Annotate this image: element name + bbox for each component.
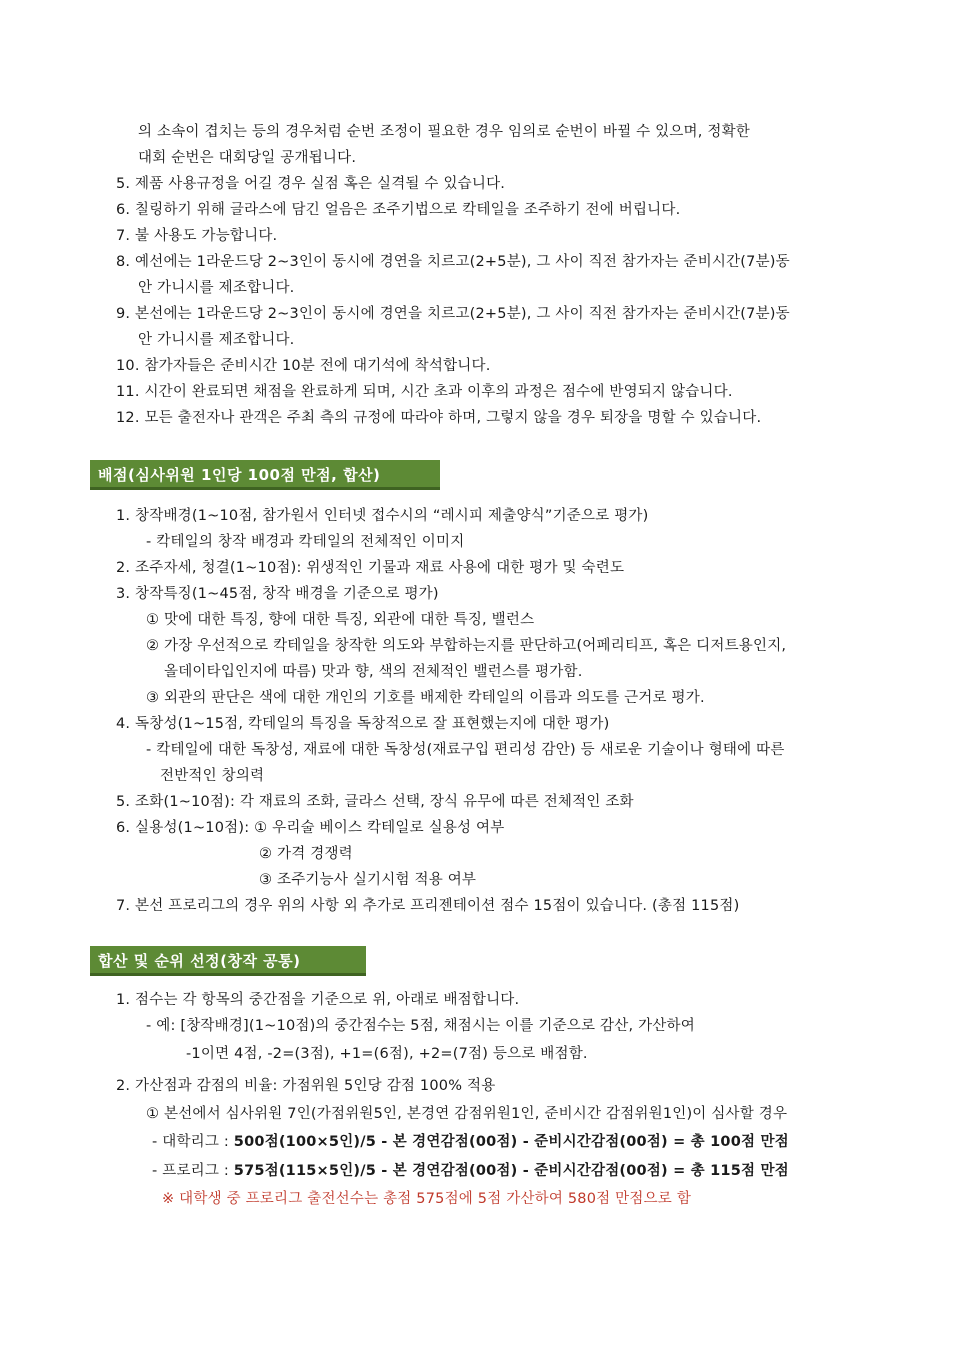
- section-header-scoring: 배점(심사위원 1인당 100점 만점, 합산): [90, 460, 440, 490]
- scoring-item-3-b: ② 가장 우선적으로 칵테일을 창작한 의도와 부합하는지를 판단하고(어페리티프, 혹은 디저트용인지,: [146, 638, 787, 654]
- scoring-item-3-b-cont: 올데이타입인지에 따름) 맛과 향, 색의 전체적인 밸런스를 평가함.: [164, 664, 583, 680]
- list-item-5: 5. 제품 사용규정을 어길 경우 실점 혹은 실격될 수 있습니다.: [116, 176, 506, 192]
- pro-league-label: - 프로리그 :: [152, 1163, 234, 1179]
- list-item-6: 6. 칠링하기 위해 글라스에 담긴 얼음은 조주기법으로 칵테일을 조주하기 전에 버립니다.: [116, 202, 681, 218]
- ranking-item-1-example-cont: -1이면 4점, -2=(3점), +1=(6점), +2=(7점) 등으로 배점함.: [186, 1046, 588, 1062]
- list-item-9: 9. 본선에는 1라운드당 2~3인이 동시에 경연을 치르고(2+5분), 그 사이 직전 참가자는 준비시간(7분)동: [116, 306, 790, 322]
- ranking-item-1-example: - 예: [창작배경](1~10점)의 중간점수는 5점, 채점시는 이를 기준으로 감산, 가산하여: [146, 1018, 695, 1034]
- scoring-item-3: 3. 창작특징(1~45점, 창작 배경을 기준으로 평가): [116, 586, 439, 602]
- scoring-item-5: 5. 조화(1~10점): 각 재료의 조화, 글라스 선택, 장식 유무에 따른 전체적인 조화: [116, 794, 634, 810]
- ranking-item-2: 2. 가산점과 감점의 비율: 가점위원 5인당 감점 100% 적용: [116, 1078, 496, 1094]
- university-league-formula: 500점(100×5인)/5 - 본 경연감점(00점) - 준비시간감점(00점) = 총 100점 만점: [233, 1134, 789, 1150]
- scoring-item-6-c: ③ 조주기능사 실기시험 적용 여부: [259, 872, 477, 888]
- list-item-12: 12. 모든 출전자나 관객은 주최 측의 규정에 따라야 하며, 그렇지 않을 경우 퇴장을 명할 수 있습니다.: [116, 410, 762, 426]
- university-league-line: [152, 1132, 789, 1152]
- list-item-11: 11. 시간이 완료되면 채점을 완료하게 되며, 시간 초과 이후의 과정은 점수에 반영되지 않습니다.: [116, 384, 733, 400]
- university-league-label: - 대학리그 :: [152, 1134, 234, 1150]
- scoring-item-1: 1. 창작배경(1~10점, 참가원서 인터넷 접수시의 “레시피 제출양식”기준으로 평가): [116, 508, 649, 524]
- list-item-continuation: 대회 순번은 대회당일 공개됩니다.: [138, 150, 357, 166]
- scoring-item-1-sub: - 칵테일의 창작 배경과 칵테일의 전체적인 이미지: [146, 534, 465, 550]
- list-item-8: 8. 예선에는 1라운드당 2~3인이 동시에 경연을 치르고(2+5분), 그 사이 직전 참가자는 준비시간(7분)동: [116, 254, 790, 270]
- ranking-item-1: 1. 점수는 각 항목의 중간점을 기준으로 위, 아래로 배점합니다.: [116, 992, 520, 1008]
- list-item-continuation: 의 소속이 겹치는 등의 경우처럼 순번 조정이 필요한 경우 임의로 순번이 바뀔 수 있으며, 정확한: [138, 124, 750, 140]
- list-item-8-cont: 안 가니시를 제조합니다.: [138, 280, 295, 296]
- list-item-9-cont: 안 가니시를 제조합니다.: [138, 332, 295, 348]
- list-item-10: 10. 참가자들은 준비시간 10분 전에 대기석에 착석합니다.: [116, 358, 491, 374]
- scoring-item-3-c: ③ 외관의 판단은 색에 대한 개인의 기호를 배제한 칵테일의 이름과 의도를 근거로 평가.: [146, 690, 705, 706]
- section-header-ranking: 합산 및 순위 선정(창작 공통): [90, 946, 366, 976]
- pro-league-formula: 575점(115×5인)/5 - 본 경연감점(00점) - 준비시간감점(00점) = 총 115점 만점: [233, 1163, 789, 1179]
- note-text: ※ 대학생 중 프로리그 출전선수는 총점 575점에 5점 가산하여 580점 만점으로 함: [162, 1191, 692, 1207]
- scoring-item-4: 4. 독창성(1~15점, 칵테일의 특징을 독창적으로 잘 표현했는지에 대한 평가): [116, 716, 610, 732]
- scoring-item-6: 6. 실용성(1~10점): ① 우리술 베이스 칵테일로 실용성 여부: [116, 820, 505, 836]
- scoring-item-3-a: ① 맛에 대한 특징, 향에 대한 특징, 외관에 대한 특징, 밸런스: [146, 612, 535, 628]
- scoring-item-2: 2. 조주자세, 청결(1~10점): 위생적인 기물과 재료 사용에 대한 평가 및 숙련도: [116, 560, 625, 576]
- list-item-7: 7. 불 사용도 가능합니다.: [116, 228, 278, 244]
- scoring-item-7: 7. 본선 프로리그의 경우 위의 사항 외 추가로 프리젠테이션 점수 15점이 있습니다. (총점 115점): [116, 898, 740, 914]
- scoring-item-4-sub-cont: 전반적인 창의력: [160, 768, 265, 784]
- pro-league-line: [152, 1161, 789, 1181]
- ranking-item-2-a: ① 본선에서 심사위원 7인(가점위원5인, 본경연 감점위원1인, 준비시간 감점위원1인)이 심사할 경우: [146, 1106, 788, 1122]
- scoring-item-4-sub: - 칵테일에 대한 독창성, 재료에 대한 독창성(재료구입 편리성 감안) 등 새로운 기술이나 형태에 따른: [146, 742, 785, 758]
- scoring-item-6-b: ② 가격 경쟁력: [259, 846, 353, 862]
